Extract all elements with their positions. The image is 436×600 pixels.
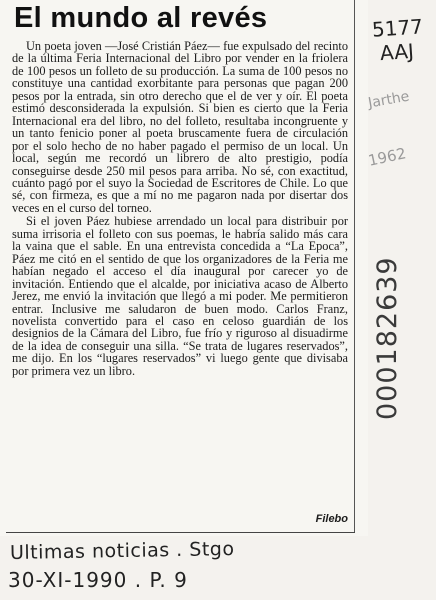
article-paragraph: Si el joven Páez hubiese arrendado un local para distribuir por suma irrisoria el folleto con sus poemas, le habría salido más cara la vaina que el sable. En una entrevista concedida a “La Epoca”, Páez me citó en el sentido de que los organizadores de la Feria me habían negado el acceso el día inaugural por carecer yo de invitación. Entiendo que el alcalde, por iniciativa acaso de Alberto Jerez, me envió la invitación que llegó a mi poder. Me permitieron entrar. Inclusive me saludaron de buen modo. Carlos Franz, novelista convertido para el caso en celoso guardián de los designios de la Cámara del Libro, fue frío y riguroso al disuadirme de la idea de conseguir una silla. “Se trata de lugares reservados”, me dijo. En los “lugares reservados” vi luego gente que divisaba por primera vez un libro. <box>12 214 348 378</box>
handwritten-side-note: Jarthe <box>366 88 411 112</box>
article-paragraph: Un poeta joven —José Cristián Páez— fue expulsado del recinto de la última Feria Internacional del Libro por vender en la friolera de 100 pesos un folleto de su producción. La suma de 100 pesos no constituye una cantidad exorbitante para personas que pagan 200 pesos por la entrada, sin otro derecho que el de ver y oír. El poeta estimó desconsiderada la expulsión. Si bien es cierto que la Feria Internacional era del libro, no del folleto, resultaba incongruente y un tanto fenicio poner al poeta bruscamente fuera de circulación por el solo hecho de no haber pagado el permiso de un local. Un local, según me recordó un librero de alto prestigio, podía conseguirse desde 250 mil pesos para arriba. No sé, con exactitud, cuánto pagó por el suyo la Sociedad de Escritores de Chile. Lo que sé, con firmeza, es que a mí no me pagaron nada por disertar dos veces en el curso del torneo. <box>12 39 348 215</box>
clipping-bottom-edge <box>6 532 355 533</box>
clipping-right-edge <box>354 0 355 533</box>
article-headline: El mundo al revés <box>14 2 268 34</box>
article-body <box>12 40 348 377</box>
handwritten-date: 30-XI-1990 . P. 9 <box>8 568 188 592</box>
handwritten-vertical-code: 000182639 <box>372 256 403 420</box>
handwritten-initials: AAJ <box>379 38 415 66</box>
handwritten-source: Ultimas noticias . Stgo <box>9 538 235 564</box>
handwritten-year-note: 1962 <box>366 144 408 170</box>
author-signature: Filebo <box>315 513 348 525</box>
handwritten-code: 5177 <box>371 14 424 42</box>
